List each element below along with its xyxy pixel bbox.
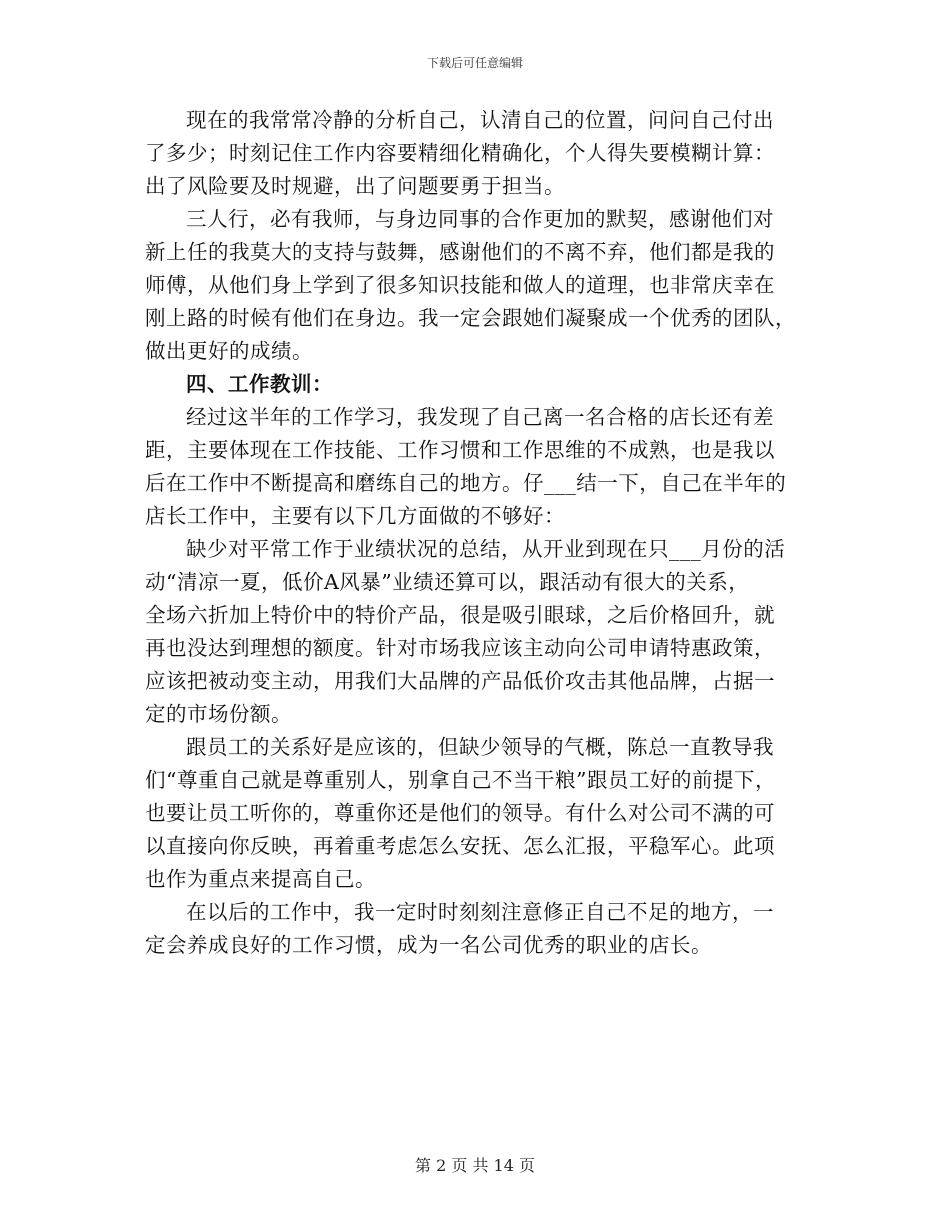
- text-line: 应该把被动变主动，用我们大品牌的产品低价攻击其他品牌，占据一: [145, 669, 775, 693]
- text-line: 刚上路的时候有他们在身边。我一定会跟她们凝聚成一个优秀的团队，: [145, 306, 796, 330]
- text-line: 新上任的我莫大的支持与鼓舞，感谢他们的不离不弃，他们都是我的: [145, 240, 775, 264]
- text-line: 缺少对平常工作于业绩状况的总结，从开业到现在只___月份的活: [186, 537, 786, 561]
- document-body: [145, 104, 807, 962]
- text-line: 距，主要体现在工作技能、工作习惯和工作思维的不成熟，也是我以: [145, 438, 775, 462]
- text-line: 做出更好的成绩。: [145, 339, 313, 363]
- paragraph-self-reflection: [145, 104, 807, 203]
- paragraph-shortcomings-intro: [145, 401, 807, 533]
- text-line: 现在的我常常冷静的分析自己，认清自己的位置，问问自己付出: [186, 108, 774, 132]
- text-line: 再也没达到理想的额度。针对市场我应该主动向公司申请特惠政策，: [145, 636, 775, 660]
- text-line: 店长工作中，主要有以下几方面做的不够好：: [145, 504, 565, 528]
- text-line: 也要让员工听你的，尊重你还是他们的领导。有什么对公司不满的可: [145, 801, 775, 825]
- page-number: 第 2 页 共 14 页: [415, 1156, 535, 1175]
- section-heading-lessons: 四、工作教训：: [186, 372, 333, 396]
- text-line: 经过这半年的工作学习，我发现了自己离一名合格的店长还有差: [186, 405, 774, 429]
- text-line: 在以后的工作中，我一定时时刻刻注意修正自己不足的地方，一: [186, 900, 774, 924]
- text-line: 全场六折加上特价中的特价产品，很是吸引眼球，之后价格回升，就: [145, 603, 775, 627]
- paragraph-leadership: [145, 731, 807, 896]
- text-line: 动“清凉一夏，低价A风暴”业绩还算可以，跟活动有很大的关系，: [145, 570, 750, 594]
- text-line: 也作为重点来提高自己。: [145, 867, 376, 891]
- page-header-note: 下载后可任意编辑: [426, 56, 523, 70]
- text-line: 后在工作中不断提高和磨练自己的地方。仔___结一下，自己在半年的: [145, 471, 787, 495]
- paragraph-performance-summary: [145, 533, 807, 731]
- paragraph-conclusion: [145, 896, 807, 962]
- text-line: 师傅，从他们身上学到了很多知识技能和做人的道理，也非常庆幸在: [145, 273, 775, 297]
- text-line: 定的市场份额。: [145, 702, 292, 726]
- text-line: 了多少；时刻记住工作内容要精细化精确化，个人得失要模糊计算：: [145, 141, 775, 165]
- text-line: 们“尊重自己就是尊重别人，别拿自己不当干粮”跟员工好的前提下，: [145, 768, 776, 792]
- text-line: 以直接向你反映，再着重考虑怎么安抚、怎么汇报，平稳军心。此项: [145, 834, 775, 858]
- text-line: 三人行，必有我师，与身边同事的合作更加的默契，感谢他们对: [186, 207, 774, 231]
- text-line: 跟员工的关系好是应该的，但缺少领导的气概，陈总一直教导我: [186, 735, 774, 759]
- text-line: 定会养成良好的工作习惯，成为一名公司优秀的职业的店长。: [145, 933, 712, 957]
- text-line: 出了风险要及时规避，出了问题要勇于担当。: [145, 174, 565, 198]
- paragraph-teamwork: [145, 203, 807, 368]
